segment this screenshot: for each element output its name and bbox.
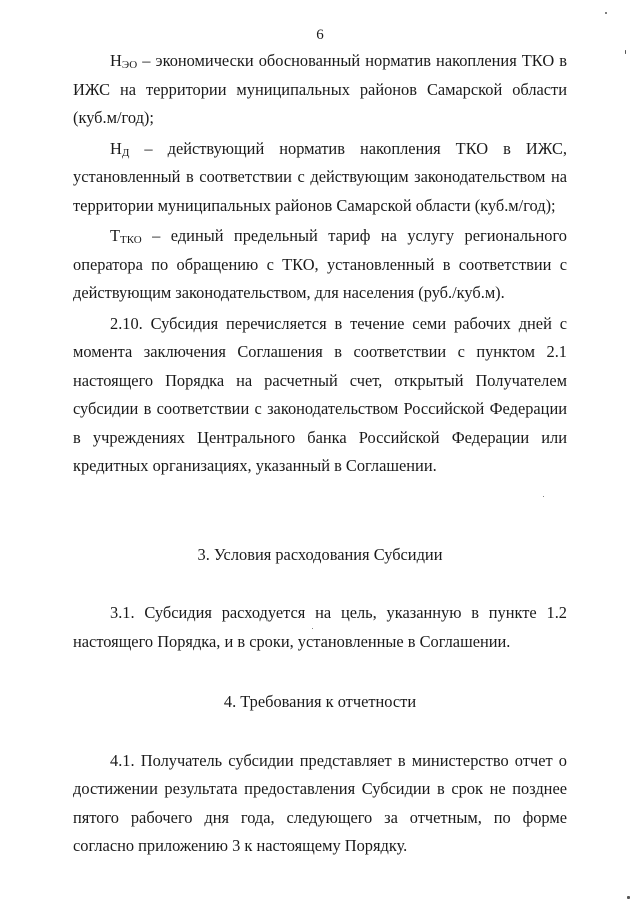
paragraph-3-1: 3.1. Субсидия расходуется на цель, указанную в пункте 1.2 настоящего Порядка, и в сроки, установленные в Соглашении. (73, 603, 567, 651)
definition-subscript: ТКО (120, 234, 142, 246)
definition-symbol: Н (110, 138, 122, 158)
definition-neo (73, 47, 567, 133)
scan-speck (543, 496, 544, 497)
definition-text: – единый предельный тариф на услугу регионального оператора по обращению с ТКО, установленный в соответствии с действующим законодательством, для населения (руб./куб.м). (73, 226, 567, 302)
scan-speck (625, 50, 626, 54)
page-number: 6 (316, 27, 324, 43)
section-4-title: 4. Требования к отчетности (223, 692, 417, 711)
definition-symbol: Т (110, 226, 121, 245)
scan-speck (312, 628, 313, 629)
scan-speck (605, 12, 607, 14)
definition-text: – экономически обоснованный норматив накопления ТКО в ИЖС на территории муниципальных районов Самарской области (куб.м/год); (73, 51, 567, 127)
definition-subscript: Д (121, 146, 130, 159)
definition-ttko (73, 222, 567, 308)
definition-text: – действующий норматив накопления ТКО в ИЖС, установленный в соответствии с действующим законодательством на территории муниципальных районов Самарской области (куб.м/год); (73, 138, 567, 215)
definition-symbol: Н (110, 51, 122, 70)
paragraph-2-10: 2.10. Субсидия перечисляется в течение семи рабочих дней с момента заключения Соглашения в соответствии с пунктом 2.1 настоящего Порядка на расчетный счет, открытый Получателем субсидии в соответствии с законодательством Российской Федерации в учреждениях Центрального банка Российской Федерации или кредитных организациях, указанный в Соглашении. (73, 313, 567, 475)
definition-subscript: ЭО (121, 59, 138, 71)
definition-nd (73, 135, 567, 221)
document-body (73, 47, 567, 861)
section-3-title: 3. Условия расходования Субсидии (197, 544, 443, 564)
paragraph-4-1: 4.1. Получатель субсидии представляет в министерство отчет о достижении результата предоставления Субсидии в срок не позднее пятого рабочего дня года, следующего за отчетным, по форме согласно приложению 3 к настоящему Порядку. (73, 750, 567, 855)
scan-speck (627, 896, 630, 899)
